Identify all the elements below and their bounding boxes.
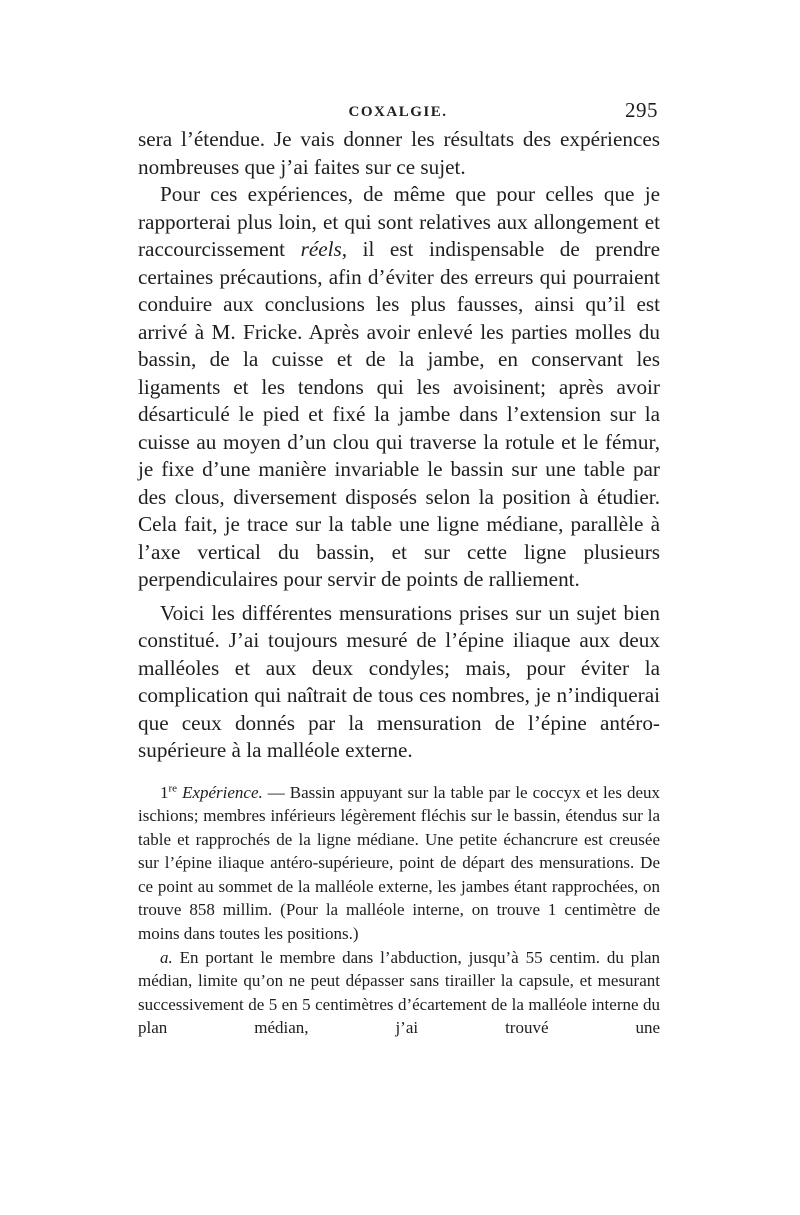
body-text bbox=[138, 126, 660, 1040]
paragraph-4 bbox=[138, 781, 660, 946]
running-title: COXALGIE. bbox=[348, 104, 448, 120]
paragraph-2-text-a: Pour ces expériences, de même que pour celles que je rapporterai plus loin, et qui sont relatives aux allongement et raccourcissement bbox=[138, 182, 660, 261]
item-letter-a: a. bbox=[160, 947, 173, 967]
experiment-number: 1 bbox=[160, 782, 169, 802]
paragraph-1-text: sera l’étendue. Je vais donner les résultats des expériences nombreuses que j’ai faites sur ce sujet. bbox=[138, 127, 660, 179]
paragraph-1 bbox=[138, 126, 660, 181]
running-head bbox=[138, 98, 658, 124]
paragraph-2-emphasis: réels, bbox=[300, 237, 348, 261]
experiment-label: Expérience. bbox=[182, 782, 263, 802]
page-number: 295 bbox=[625, 98, 658, 122]
paragraph-2 bbox=[138, 181, 660, 594]
paragraph-5-text: En portant le membre dans l’abduction, jusqu’à 55 centim. du plan médian, limite qu’on ne peut dépasser sans tirailler la capsule, et mesurant successivement de 5 en 5 centimètres d’écartement de la malléole interne du plan médian, j’ai trouvé une bbox=[138, 947, 660, 1038]
paragraph-2-text-b: il est indispensable de prendre certaines précautions, afin d’éviter des erreurs qui pourraient conduire aux conclusions les plus fausses, ainsi qu’il est arrivé à M. Fricke. Après avoir enlevé les parties molles du bassin, de la cuisse et de la jambe, en conservant les ligaments et les tendons qui les avoisinent; après avoir désarticulé le pied et fixé la jambe dans l’extension sur la cuisse au moyen d’un clou qui traverse la rotule et le fémur, je fixe d’une manière invariable le bassin sur une table par des clous, diversement disposés selon la position à étudier. Cela fait, je trace sur la table une ligne médiane, parallèle à l’axe vertical du bassin, et sur cette ligne plusieurs perpendiculaires pour servir de points de ralliement. bbox=[138, 237, 661, 591]
paragraph-3 bbox=[138, 600, 660, 765]
paragraph-4-text: — Bassin appuyant sur la table par le coccyx et les deux ischions; membres inférieurs légèrement fléchis sur le bassin, étendus sur la table et rapprochés de la ligne médiane. Une petite échancrure est creusée sur l’épine iliaque antéro-supérieure, point de départ des mensurations. De ce point au sommet de la malléole externe, les jambes étant rapprochées, on trouve 858 millim. (Pour la malléole interne, on trouve 1 centimètre de moins dans toutes les positions.) bbox=[138, 782, 660, 944]
paragraph-5 bbox=[138, 946, 660, 1040]
experiment-ordinal-suffix: re bbox=[168, 781, 178, 794]
paragraph-3-text: Voici les différentes mensurations prises sur un sujet bien constitué. J’ai toujours mesuré de l’épine iliaque aux deux malléoles et aux deux condyles; mais, pour éviter la complication qui naîtrait de tous ces nombres, je n’indiquerai que ceux donnés par la mensuration de l’épine antéro-supérieure à la malléole externe. bbox=[138, 600, 660, 762]
